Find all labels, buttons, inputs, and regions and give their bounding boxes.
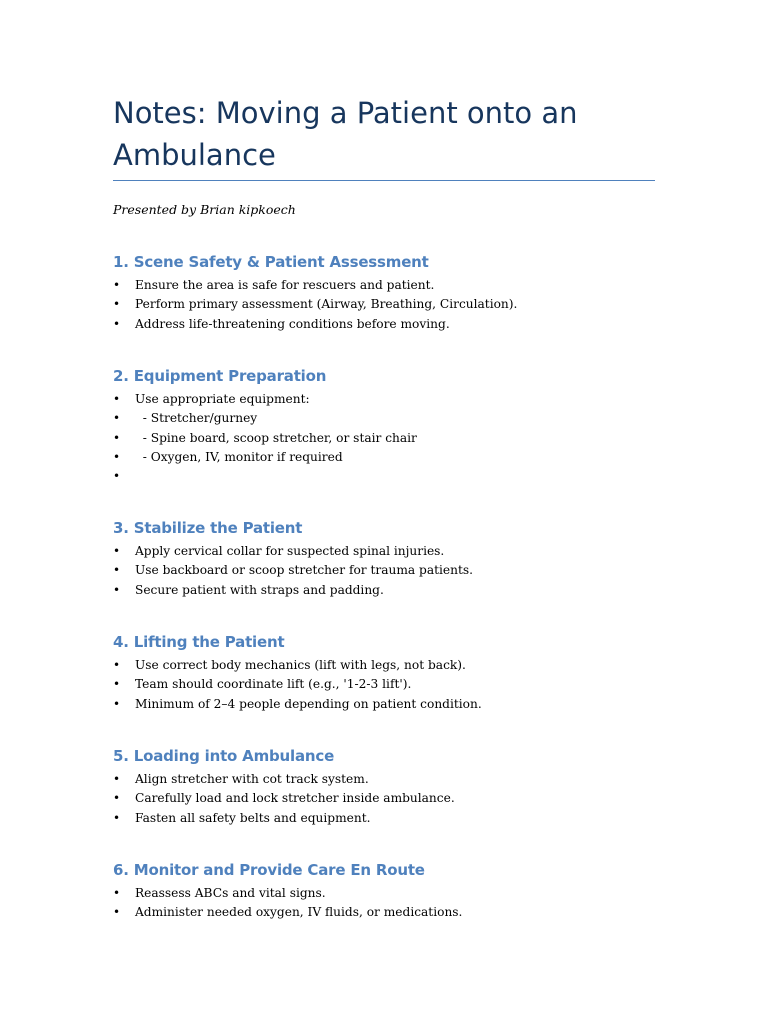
list-item [113, 315, 713, 334]
bullet-icon: • [113, 582, 121, 597]
bullet-list [113, 884, 713, 923]
section-heading: 4. Lifting the Patient [113, 633, 285, 651]
bullet-list [113, 770, 713, 828]
list-item [113, 903, 713, 922]
bullet-icon: • [113, 658, 121, 672]
title-underline [113, 180, 655, 181]
list-item [113, 295, 713, 314]
list-item [113, 809, 713, 828]
list-item-text: Perform primary assessment (Airway, Breathing, Circulation). [135, 297, 518, 312]
section-stabilize-patient [113, 518, 713, 600]
list-item-text: Use correct body mechanics (lift with legs, not back). [135, 658, 466, 672]
list-item-text: Apply cervical collar for suspected spinal injuries. [135, 544, 445, 558]
list-item-text: Use backboard or scoop stretcher for trauma patients. [135, 563, 473, 578]
list-item [113, 675, 713, 694]
list-item [113, 448, 713, 467]
bullet-icon: • [113, 297, 121, 312]
list-item [113, 770, 713, 789]
section-heading: 2. Equipment Preparation [113, 367, 327, 385]
document-title: Notes: Moving a Patient onto an Ambulance [113, 96, 578, 172]
bullet-icon: • [113, 772, 121, 786]
bullet-icon: • [113, 392, 121, 406]
list-item [113, 581, 713, 600]
section-monitor-care [113, 860, 713, 923]
section-heading: 5. Loading into Ambulance [113, 747, 335, 765]
bullet-list [113, 276, 713, 334]
bullet-icon: • [113, 430, 121, 445]
list-item-text: - Stretcher/gurney [135, 411, 258, 426]
bullet-icon: • [113, 544, 121, 558]
bullet-icon: • [113, 810, 121, 825]
bullet-icon: • [113, 791, 121, 806]
section-scene-safety [113, 252, 713, 334]
list-item-text: Reassess ABCs and vital signs. [135, 886, 326, 900]
list-item-text: Secure patient with straps and padding. [135, 582, 384, 597]
list-item-text: Minimum of 2–4 people depending on patient condition. [135, 696, 482, 711]
section-heading: 1. Scene Safety & Patient Assessment [113, 253, 429, 271]
list-item-text: Fasten all safety belts and equipment. [135, 810, 371, 825]
bullet-icon: • [113, 449, 121, 464]
list-item-text: Align stretcher with cot track system. [135, 772, 369, 786]
section-heading: 6. Monitor and Provide Care En Route [113, 861, 425, 879]
bullet-icon: • [113, 886, 121, 900]
list-item-text: Team should coordinate lift (e.g., '1-2-3 lift'). [135, 677, 412, 692]
section-loading-ambulance [113, 746, 713, 828]
list-item-text: Use appropriate equipment: [135, 392, 310, 406]
list-item-text: - Spine board, scoop stretcher, or stair chair [135, 430, 417, 445]
list-item-text: Address life-threatening conditions before moving. [135, 316, 450, 331]
bullet-icon: • [113, 696, 121, 711]
list-item [113, 561, 713, 580]
section-lifting-patient [113, 632, 713, 714]
bullet-icon: • [113, 469, 121, 484]
bullet-icon: • [113, 316, 121, 331]
list-item [113, 884, 713, 903]
bullet-icon: • [113, 278, 121, 292]
list-item-text: Ensure the area is safe for rescuers and patient. [135, 278, 435, 292]
list-item [113, 695, 713, 714]
list-item-text: - Oxygen, IV, monitor if required [135, 449, 343, 464]
byline: Presented by Brian kipkoech [113, 202, 296, 217]
bullet-icon: • [113, 677, 121, 692]
bullet-icon: • [113, 411, 121, 426]
list-item [113, 429, 713, 448]
list-item [113, 409, 713, 428]
list-item [113, 789, 713, 808]
list-item [113, 542, 713, 561]
bullet-list [113, 656, 713, 714]
section-equipment-preparation [113, 366, 713, 486]
list-item [113, 390, 713, 409]
list-item [113, 276, 713, 295]
list-item-text: Administer needed oxygen, IV fluids, or medications. [135, 905, 463, 920]
bullet-icon: • [113, 563, 121, 578]
bullet-list [113, 542, 713, 600]
section-heading: 3. Stabilize the Patient [113, 519, 303, 537]
list-item-text: Carefully load and lock stretcher inside ambulance. [135, 791, 455, 806]
list-item [113, 467, 713, 486]
bullet-list [113, 390, 713, 486]
list-item [113, 656, 713, 675]
bullet-icon: • [113, 905, 121, 920]
